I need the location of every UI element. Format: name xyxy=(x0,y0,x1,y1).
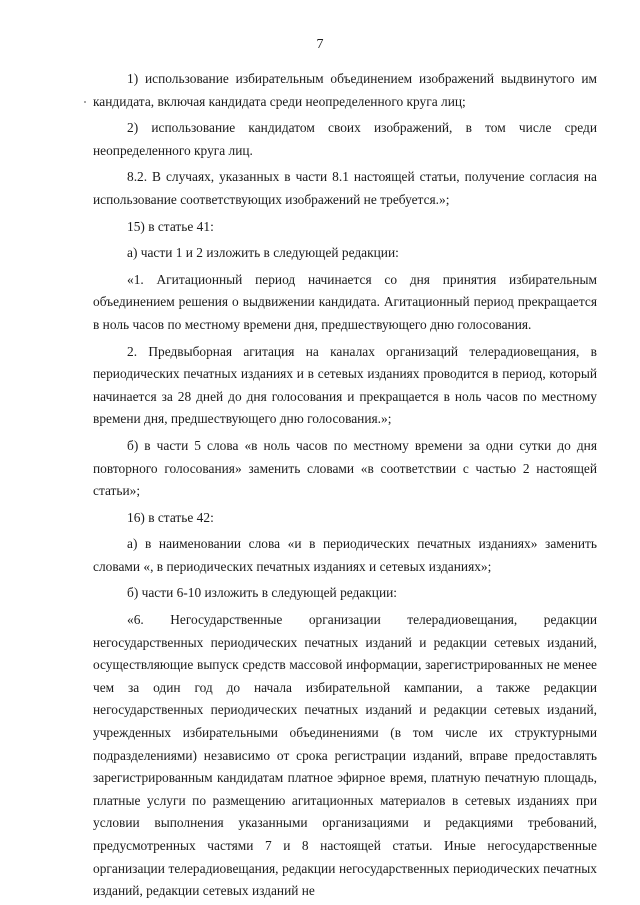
document-body xyxy=(93,68,597,903)
paragraph: «6. Негосударственные организации телерадиовещания, редакции негосударственных периодических печатных изданий и редакции сетевых изданий, осуществляющие выпуск средств массовой информации, зарегистрированных не менее чем за один год до начала избирательной кампании, а также редакции негосударственных периодических печатных изданий и редакции сетевых изданий, учрежденных избирательными объединениями (в том числе их структурными подразделениями) независимо от срока регистрации изданий, вправе предоставлять зарегистрированным кандидатам платное эфирное время, платную печатную площадь, платные услуги по размещению агитационных материалов в сетевых изданиях при условии выполнения указанными организациями и редакциями требований, предусмотренных частями 7 и 8 настоящей статьи. Иные негосударственные организации телерадиовещания, редакции негосударственных периодических печатных изданий, редакции сетевых изданий не xyxy=(93,612,597,899)
paragraph: 8.2. В случаях, указанных в части 8.1 настоящей статьи, получение согласия на использование соответствующих изображений не требуется.»; xyxy=(93,169,597,207)
paragraph: а) в наименовании слова «и в периодических печатных изданиях» заменить словами «, в периодических печатных изданиях и сетевых изданиях»; xyxy=(93,536,597,574)
paragraph: 2. Предвыборная агитация на каналах организаций телерадиовещания, в периодических печатных изданиях и в сетевых изданиях проводится в период, который начинается за 28 дней до дня голосования и прекращается в ноль часов по местному времени дня, предшествующего дню голосования.»; xyxy=(93,343,597,427)
paragraph: «1. Агитационный период начинается со дня принятия избирательным объединением решения о выдвижении кандидата. Агитационный период прекращается в ноль часов по местному времени дня, предшествующего дню голосования. xyxy=(93,271,597,332)
paragraph: а) части 1 и 2 изложить в следующей редакции: xyxy=(127,245,399,261)
page-number: 7 xyxy=(316,37,324,52)
paragraph: б) в части 5 слова «в ноль часов по местному времени за одни сутки до дня повторного голосования» заменить словами «в соответствии с частью 2 настоящей статьи»; xyxy=(93,437,597,499)
paragraph: 2) использование кандидатом своих изображений, в том числе среди неопределенного круга лиц. xyxy=(93,120,597,158)
scan-speck xyxy=(84,101,86,103)
paragraph: 16) в статье 42: xyxy=(127,509,214,525)
paragraph: 1) использование избирательным объединением изображений выдвинутого им кандидата, включая кандидата среди неопределенного круга лиц; xyxy=(93,71,597,109)
paragraph: б) части 6-10 изложить в следующей редакции: xyxy=(127,585,398,601)
paragraph: 15) в статье 41: xyxy=(127,218,214,234)
